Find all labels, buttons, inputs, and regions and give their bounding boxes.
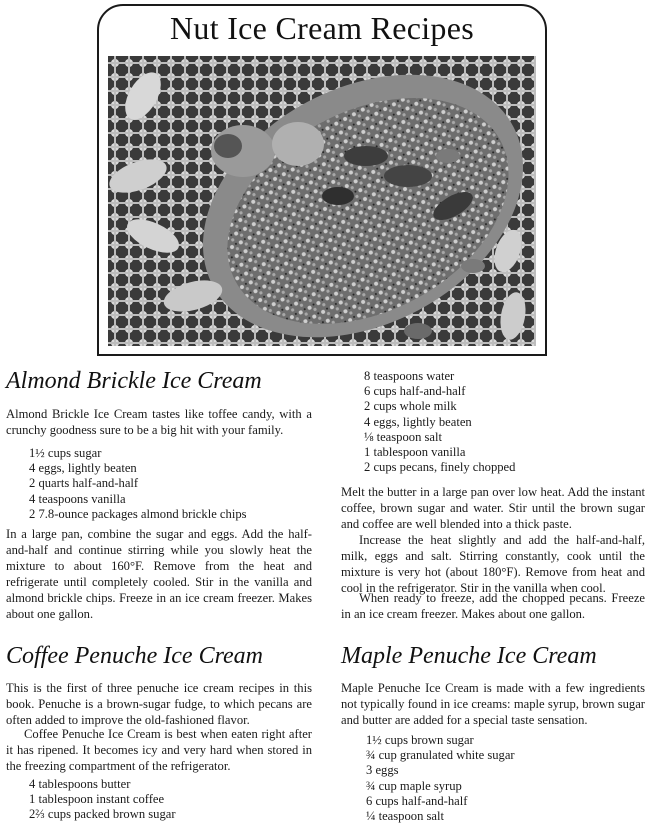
- coffee-ingredients: [29, 777, 176, 823]
- coffee-step-3: When ready to freeze, add the chopped pecans. Freeze in an ice cream freezer. Makes about one gallon.: [341, 591, 645, 621]
- ingredient-item: 2 quarts half-and-half: [29, 476, 139, 491]
- ingredient-item: ¼ teaspoon salt: [366, 809, 444, 824]
- ingredient-item: 2 7.8-ounce packages almond brickle chips: [29, 506, 247, 521]
- ingredient-item: 1 tablespoon instant coffee: [29, 792, 165, 807]
- ingredient-item: 1½ cups brown sugar: [366, 733, 474, 747]
- almond-intro: Almond Brickle Ice Cream tastes like toffee candy, with a crunchy goodness sure to be a big hit with your family.: [6, 407, 312, 437]
- coffee-intro: This is the first of three penuche ice cream recipes in this book. Penuche is a brown-sugar fudge, to which pecans are often added to improve the old-fashioned flavor.: [6, 681, 312, 727]
- almond-heading: Almond Brickle Ice Cream: [6, 368, 262, 394]
- ingredient-item: 4 teaspoons vanilla: [29, 491, 126, 506]
- ingredient-item: 1 tablespoon vanilla: [364, 445, 466, 460]
- ingredient-item: 6 cups half-and-half: [366, 793, 468, 808]
- nuts-photo-illustration: [108, 56, 536, 346]
- coffee-ingredients-continued: [364, 369, 515, 475]
- maple-heading: Maple Penuche Ice Cream: [341, 643, 597, 669]
- coffee-step-2: Increase the heat slightly and add the half-and-half, milk, eggs and salt. Stirring constantly, cook until the mixture is very hot (about 180°F). Remove from heat and cool in the refrigerator. Stir in the vanilla when cool.: [341, 533, 645, 595]
- coffee-note: Coffee Penuche Ice Cream is best when eaten right after it has ripened. It becomes icy and very hard when stored in the freezing compartment of the refrigerator.: [6, 727, 312, 773]
- ingredient-item: 4 eggs, lightly beaten: [29, 461, 137, 476]
- almond-ingredients: [29, 446, 247, 522]
- ingredient-item: 1½ cups sugar: [29, 446, 102, 460]
- ingredient-item: 3 eggs: [366, 763, 399, 778]
- ingredient-item: 2⅔ cups packed brown sugar: [29, 807, 176, 822]
- ingredient-item: 2 cups whole milk: [364, 399, 457, 414]
- ingredient-item: 2 cups pecans, finely chopped: [364, 460, 516, 475]
- ingredient-item: ⅛ teaspoon salt: [364, 429, 442, 444]
- coffee-step-1: Melt the butter in a large pan over low heat. Add the instant coffee, brown sugar and water. Stir until the brown sugar and coffee are well blended into a thick paste.: [341, 485, 645, 531]
- ingredient-item: 6 cups half-and-half: [364, 384, 466, 399]
- ingredient-item: 4 tablespoons butter: [29, 777, 131, 791]
- nuts-photo: [108, 56, 536, 346]
- ingredient-item: 8 teaspoons water: [364, 369, 455, 383]
- ingredient-item: ¾ cup granulated white sugar: [366, 748, 515, 763]
- maple-intro: Maple Penuche Ice Cream is made with a few ingredients not typically found in ice creams: maple syrup, brown sugar and butter are added for a special taste sensation.: [341, 681, 645, 727]
- ingredient-item: 4 eggs, lightly beaten: [364, 414, 472, 429]
- maple-ingredients: [366, 733, 515, 824]
- ingredient-item: ¾ cup maple syrup: [366, 778, 462, 793]
- page-title: Nut Ice Cream Recipes: [170, 10, 474, 46]
- coffee-heading: Coffee Penuche Ice Cream: [6, 643, 264, 669]
- almond-directions: In a large pan, combine the sugar and eggs. Add the half-and-half and continue stirring while you slowly heat the mixture to about 160°F. Remove from the heat and refrigerate until completely cooled. Stir in the vanilla and almond brickle chips. Freeze in an ice cream freezer. Makes about one gallon.: [6, 527, 312, 621]
